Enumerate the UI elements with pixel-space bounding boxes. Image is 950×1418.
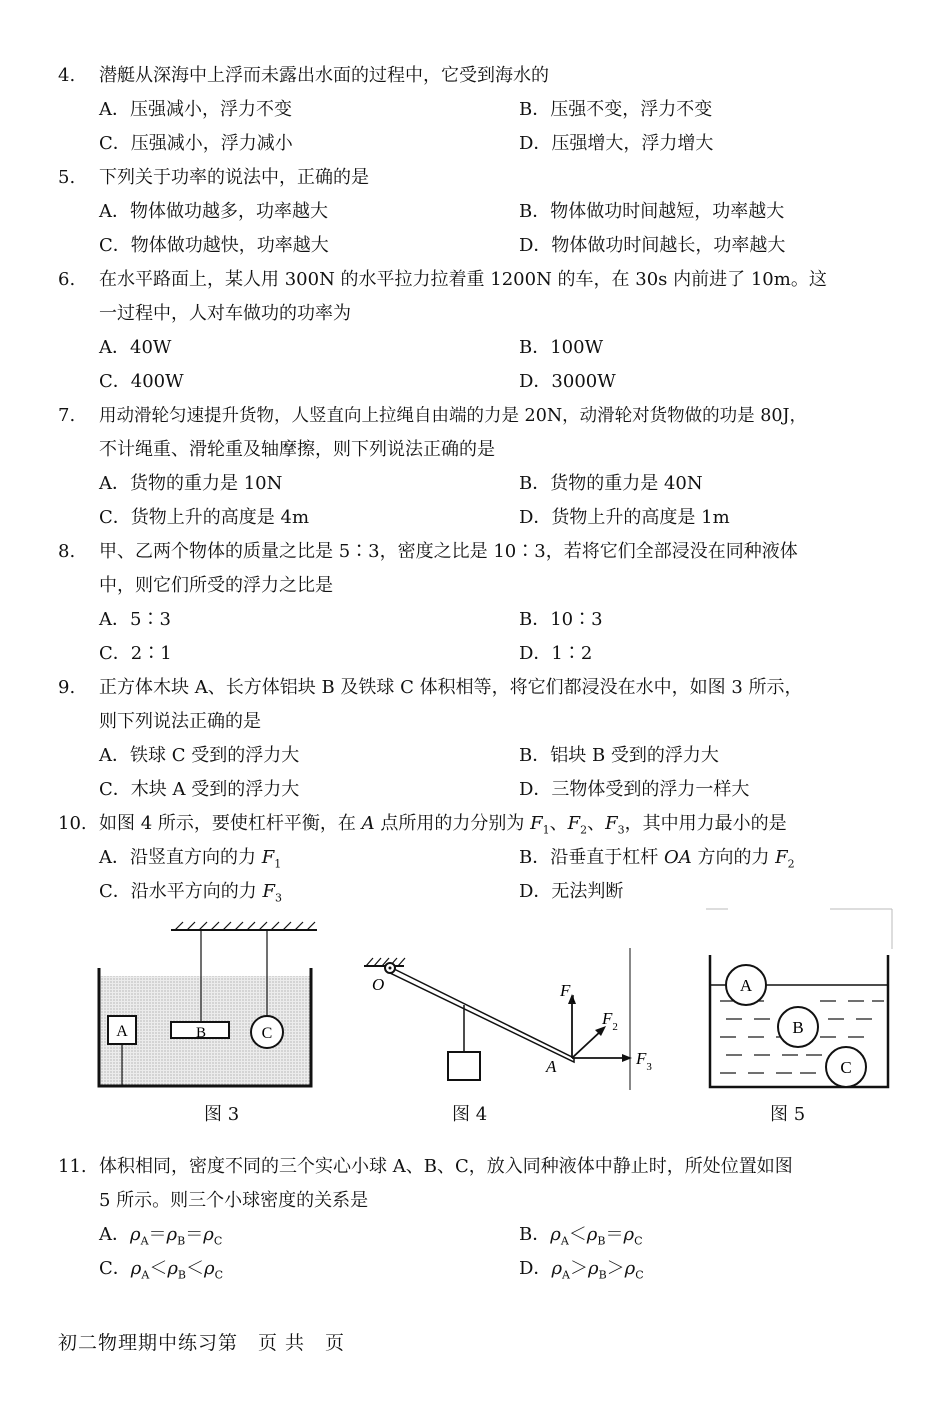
option-b[interactable]: B．压强不变，浮力不变 <box>519 99 713 120</box>
option-d[interactable]: D．三物体受到的浮力一样大 <box>519 779 750 800</box>
question-number: 4. <box>58 65 76 86</box>
option-b[interactable]: B．10∶3 <box>519 609 603 630</box>
question-stem: 正方体木块 A、长方体铝块 B 及铁球 C 体积相等，将它们都浸没在水中，如图 3 所示， <box>99 677 803 698</box>
option-c[interactable]: C．沿水平方向的力 $F_3$ <box>99 881 282 905</box>
hanging-weight <box>448 1052 480 1080</box>
question-stem: 体积相同，密度不同的三个实心小球 A、B、C，放入同种液体中静止时，所处位置如图 <box>99 1156 793 1177</box>
label-a: A <box>546 1057 557 1076</box>
page-footer: 初二物理期中练习第 页 共 页 <box>58 1332 346 1354</box>
question-stem: 在水平路面上，某人用 300N 的水平拉力拉着重 1200N 的车，在 30s 内前进了 10m。这 <box>99 269 827 290</box>
option-c[interactable]: C．木块 A 受到的浮力大 <box>99 779 300 800</box>
option-c[interactable]: C．压强减小，浮力减小 <box>99 133 293 154</box>
question-stem-line2: 则下列说法正确的是 <box>99 711 261 732</box>
label-o: O <box>372 975 385 994</box>
question-number: 9. <box>58 677 76 698</box>
option-b[interactable]: B．货物的重力是 40N <box>519 473 703 494</box>
label-c: C <box>261 1025 273 1042</box>
label-c: C <box>840 1058 852 1077</box>
figure-3-caption: 图 3 <box>204 1104 240 1125</box>
option-c[interactable]: C．400W <box>99 371 184 392</box>
question-number: 7. <box>58 405 76 426</box>
question-number: 6. <box>58 269 76 290</box>
option-a[interactable]: A．货物的重力是 10N <box>99 473 283 494</box>
figure-3 <box>95 918 317 1090</box>
figure-5 <box>700 905 898 1093</box>
question-stem-line2: 中，则它们所受的浮力之比是 <box>99 575 333 596</box>
option-d[interactable]: D．货物上升的高度是 1m <box>519 507 730 528</box>
option-c[interactable]: C．货物上升的高度是 4m <box>99 507 310 528</box>
option-a[interactable]: A．$\rho_A=\rho_B=\rho_C$ <box>99 1224 223 1248</box>
option-c[interactable]: C．$\rho_A<\rho_B<\rho_C$ <box>99 1258 224 1282</box>
question-stem: 潜艇从深海中上浮而未露出水面的过程中，它受到海水的 <box>99 65 549 86</box>
question-stem: 用动滑轮匀速提升货物，人竖直向上拉绳自由端的力是 20N，动滑轮对货物做的功是 80J， <box>99 406 807 426</box>
question-number: 8. <box>58 541 76 562</box>
label-b: B <box>195 1025 207 1041</box>
option-b[interactable]: B．$\rho_A<\rho_B=\rho_C$ <box>519 1224 643 1248</box>
question-stem-line2: 一过程中，人对车做功的功率为 <box>99 303 351 324</box>
option-a[interactable]: A．5∶3 <box>99 609 171 630</box>
label-a: A <box>739 976 753 995</box>
question-stem: 如图 4 所示，要使杠杆平衡，在 A 点所用的力分别为 $F_1$、$F_2$、$F_3$，其中用力最小的是 <box>99 813 787 837</box>
option-b[interactable]: B．100W <box>519 337 604 358</box>
ceiling-hatch <box>175 922 315 930</box>
option-a[interactable]: A．铁球 C 受到的浮力大 <box>99 745 300 766</box>
label-f3: $F_3$ <box>636 1049 652 1073</box>
figure-4 <box>360 940 660 1090</box>
option-b[interactable]: B．物体做功时间越短，功率越大 <box>519 201 785 222</box>
question-stem: 甲、乙两个物体的质量之比是 5∶3，密度之比是 10∶3，若将它们全部浸没在同种液体 <box>99 541 798 562</box>
option-d[interactable]: D．3000W <box>519 371 616 392</box>
figure-4-caption: 图 4 <box>452 1104 488 1125</box>
force-f2-arrow <box>572 1030 602 1058</box>
option-a[interactable]: A．40W <box>99 337 172 358</box>
option-d[interactable]: D．$\rho_A>\rho_B>\rho_C$ <box>519 1258 644 1282</box>
option-d[interactable]: D．压强增大，浮力增大 <box>519 133 714 154</box>
option-c[interactable]: C．物体做功越快，功率越大 <box>99 235 329 256</box>
option-a[interactable]: A．压强减小，浮力不变 <box>99 99 292 120</box>
lever-oa <box>388 966 574 1062</box>
label-f2: $F_2$ <box>602 1009 618 1033</box>
option-d[interactable]: D．物体做功时间越长，功率越大 <box>519 235 786 256</box>
question-number: 5. <box>58 167 76 188</box>
question-stem: 下列关于功率的说法中，正确的是 <box>99 167 369 188</box>
question-stem-line2: 不计绳重、滑轮重及轴摩擦，则下列说法正确的是 <box>99 439 495 460</box>
label-f1: $F_1$ <box>560 981 576 1005</box>
question-number: 10. <box>58 813 87 834</box>
question-stem-line2: 5 所示。则三个小球密度的关系是 <box>99 1190 369 1211</box>
figure-5-caption: 图 5 <box>770 1104 806 1125</box>
option-b[interactable]: B．沿垂直于杠杆 OA 方向的力 $F_2$ <box>519 847 795 871</box>
option-a[interactable]: A．沿竖直方向的力 $F_1$ <box>99 847 282 871</box>
option-c[interactable]: C．2∶1 <box>99 643 172 664</box>
label-b: B <box>792 1018 804 1037</box>
option-d[interactable]: D．无法判断 <box>519 881 624 902</box>
option-a[interactable]: A．物体做功越多，功率越大 <box>99 201 328 222</box>
label-a: A <box>116 1023 128 1040</box>
question-number: 11. <box>58 1156 87 1177</box>
option-b[interactable]: B．铝块 B 受到的浮力大 <box>519 745 719 766</box>
option-d[interactable]: D．1∶2 <box>519 643 593 664</box>
